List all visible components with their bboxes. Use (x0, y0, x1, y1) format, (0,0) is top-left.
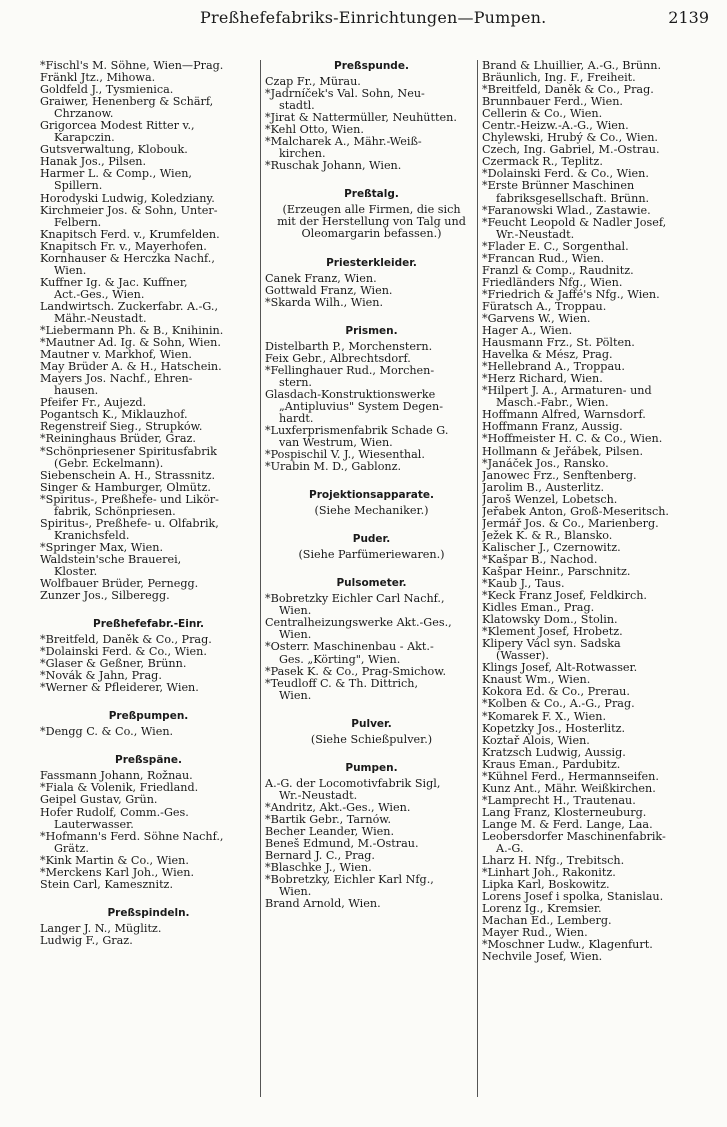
directory-entry: *Glaser & Geßner, Brünn. (40, 658, 187, 671)
directory-entry: Leobersdorfer Maschinenfabrik- (482, 831, 666, 843)
directory-entry: Pfeifer Fr., Aujezd. (40, 397, 147, 410)
directory-entry: *Feucht Leopold & Nadler Josef, (482, 216, 667, 229)
directory-entry: *Blaschke J., Wien. (265, 862, 372, 875)
directory-entry: Wolfbauer Brüder, Pernegg. (40, 578, 199, 591)
directory-entry: May Brüder A. & H., Hatschein. (40, 361, 222, 374)
directory-entry: Czermack R., Teplitz. (482, 156, 603, 169)
directory-entry: *Faranowski Wlad., Zastawie. (482, 204, 651, 217)
directory-entry: Hofer Rudolf, Comm.-Ges. (40, 806, 189, 819)
directory-entry: Wien. (279, 886, 312, 899)
directory-entry: *Breitfeld, Daněk & Co., Prag. (40, 634, 212, 647)
directory-entry: van Westrum, Wien. (279, 437, 393, 450)
directory-entry: Mayers Jos. Nachf., Ehren- (40, 373, 193, 386)
page-title: Preßhefefabriks-Einrichtungen—Pumpen. (200, 8, 547, 27)
directory-entry: Kunz Ant., Mähr. Weißkirchen. (482, 782, 656, 795)
directory-entry: *Francan Rud., Wien. (482, 252, 604, 265)
directory-entry: Kuffner Ig. & Jac. Kuffner, (40, 276, 188, 289)
directory-entry: Ježek K. & R., Blansko. (482, 529, 613, 542)
directory-entry: Chrzanow. (54, 108, 114, 121)
directory-entry: stern. (279, 376, 312, 389)
directory-entry: Wien. (279, 605, 312, 618)
directory-entry: Masch.-Fabr., Wien. (496, 397, 609, 410)
directory-entry: *Mautner Ad. Ig. & Sohn, Wien. (40, 337, 221, 350)
directory-entry: *Urabin M. D., Gablonz. (265, 461, 402, 474)
directory-entry: Czap Fr., Mürau. (265, 76, 361, 88)
directory-entry: Klipery Václ syn. Sadska (482, 638, 621, 651)
directory-entry: *Springer Max, Wien. (40, 541, 164, 554)
directory-entry: *Linhart Joh., Rakonitz. (482, 867, 616, 880)
directory-entry: Cellerin & Co., Wien. (482, 108, 603, 121)
directory-entry: Fränkl Jtz., Mihowa. (40, 72, 156, 85)
directory-entry: Grätz. (54, 842, 89, 855)
directory-entry: *Merckens Karl Joh., Wien. (40, 866, 195, 879)
section-heading: Prismen. (345, 324, 398, 337)
directory-entry: Mayer Rud., Wien. (482, 927, 588, 940)
directory-entry: *Moschner Ludw., Klagenfurt. (482, 939, 653, 952)
directory-entry: Wien. (279, 629, 312, 642)
directory-entry: Jarolim B., Austerlitz. (482, 481, 605, 494)
directory-entry: *Novák & Jahn, Prag. (40, 670, 162, 683)
directory-entry: *Jirat & Nattermüller, Neuhütten. (265, 112, 457, 125)
directory-entry: Kašpar Heinr., Parschnitz. (482, 565, 631, 578)
directory-entry: *Kehl Otto, Wien. (265, 124, 364, 137)
directory-entry: *Dolainski Ferd. & Co., Wien. (40, 646, 207, 659)
page-header (0, 8, 727, 38)
directory-entry: *Kaub J., Taus. (482, 578, 565, 591)
directory-entry: Hoffmann Alfred, Warnsdorf. (482, 409, 646, 422)
directory-entry: Lange M. & Ferd. Lange, Laa. (482, 818, 653, 831)
directory-entry: *Bobretzky, Eichler Karl Nfg., (265, 874, 434, 887)
directory-entry: Klatowsky Dom., Stolin. (482, 614, 618, 627)
directory-entry: *Garvens W., Wien. (482, 312, 591, 325)
directory-entry: Pogantsch K., Miklauzhof. (40, 409, 188, 422)
directory-entry: Beneš Edmund, M.-Ostrau. (265, 837, 419, 850)
directory-entry: Kopetzky Jos., Hosterlitz. (482, 722, 626, 735)
directory-entry: Nechvile Josef, Wien. (482, 951, 603, 964)
directory-entry: Horodyski Ludwig, Koledziany. (40, 192, 215, 205)
directory-entry: *Kink Martin & Co., Wien. (40, 854, 189, 867)
directory-entry: *Pospischil V. J., Wiesenthal. (265, 449, 425, 462)
directory-entry: Kranichsfeld. (54, 529, 130, 542)
directory-entry: *Lamprecht H., Trautenau. (482, 794, 636, 807)
directory-entry: Gottwald Franz, Wien. (265, 284, 393, 297)
directory-entry: Hollmann & Jeřábek, Pilsen. (482, 445, 644, 458)
directory-entry: Jeřabek Anton, Groß-Meseritsch. (482, 505, 669, 518)
directory-entry: Bernard J. C., Prag. (265, 850, 375, 863)
section-heading: Preßspunde. (334, 60, 409, 72)
directory-entry: *Breitfeld, Daněk & Co., Prag. (482, 84, 654, 97)
directory-entry: (Siehe Schießpulver.) (310, 733, 433, 746)
directory-entry: Kraus Eman., Pardubitz. (482, 758, 621, 771)
directory-entry: Spillern. (54, 180, 103, 193)
directory-entry: Distelbarth P., Morchenstern. (265, 340, 433, 353)
directory-entry: *Österr. Maschinenbau - Akt.- (265, 641, 434, 654)
directory-entry: *Fischl's M. Söhne, Wien—Prag. (40, 60, 224, 72)
directory-entry: Lharz H. Nfg., Trebitsch. (482, 855, 625, 868)
directory-entry: Geipel Gustav, Grün. (40, 794, 158, 807)
directory-entry: Brand & Lhuillier, A.-G., Brünn. (482, 60, 662, 72)
directory-entry: Wr.-Neustadt. (279, 789, 358, 802)
directory-entry: *Komarek F. X., Wien. (482, 710, 606, 723)
directory-entry: Spiritus-, Preßhefe- u. Ölfabrik, (40, 517, 219, 530)
directory-entry: *Dengg C. & Co., Wien. (40, 726, 174, 739)
directory-entry: A.-G. (496, 843, 524, 856)
directory-entry: Waldstein'sche Brauerei, (40, 553, 182, 566)
directory-entry: *Kašpar B., Nachod. (482, 553, 598, 566)
directory-entry: Graiwer, Henenberg & Schärf, (40, 96, 214, 109)
directory-entry: Kidles Eman., Prag. (482, 602, 595, 615)
directory-entry: Gutsverwaltung, Klobouk. (40, 144, 188, 157)
directory-entry: *Bobretzky Eichler Carl Nachf., (265, 593, 445, 606)
directory-entry: Klings Josef, Alt-Rotwasser. (482, 662, 638, 675)
directory-entry: Bräunlich, Ing. F., Freiheit. (482, 72, 636, 85)
directory-entry: Friedländers Nfg., Wien. (482, 276, 623, 289)
directory-entry: (Wasser). (496, 650, 549, 663)
directory-entry: Lauterwasser. (54, 818, 134, 831)
directory-entry: *Skarda Wilh., Wien. (265, 296, 384, 309)
directory-entry: Wr.-Neustadt. (496, 228, 575, 241)
directory-entry: Hoffmann Franz, Aussig. (482, 421, 623, 434)
directory-entry: Lang Franz, Klosterneuburg. (482, 806, 647, 819)
directory-entry: *Teudloff C. & Th. Dittrich, (265, 677, 419, 690)
directory-entry: *Ruschak Johann, Wien. (265, 160, 402, 173)
directory-entry: (Erzeugen alle Firmen, die sich (282, 204, 461, 217)
directory-entry: (Siehe Parfümeriewaren.) (298, 549, 445, 562)
directory-entry: Čanek Franz, Wien. (265, 272, 377, 285)
directory-entry: „Antipluvius" System Degen- (279, 400, 444, 413)
directory-entry: Füratsch A., Troppau. (482, 300, 607, 313)
directory-entry: *Luxferprismenfabrik Schade G. (265, 424, 449, 437)
directory-entry: Janowec Frz., Senftenberg. (482, 469, 637, 482)
directory-entry: *Andritz, Akt.-Ges., Wien. (265, 801, 411, 814)
section-heading: Pulsometer. (336, 577, 407, 590)
section-heading: Preßtalg. (344, 188, 399, 201)
directory-entry: Act.-Ges., Wien. (54, 288, 145, 301)
directory-entry: *Fiala & Volenik, Friedland. (40, 782, 199, 795)
directory-entry: Lorens Josef i spolka, Stanislau. (482, 891, 664, 904)
directory-entry: Mähr.-Neustadt. (54, 312, 147, 325)
directory-entry: Felbern. (54, 216, 102, 229)
directory-entry: *Werner & Pfleiderer, Wien. (40, 682, 199, 695)
directory-entry: fabriksgesellschaft. Brünn. (496, 192, 650, 205)
directory-entry: Kloster. (54, 565, 98, 578)
directory-entry: *Keck Franz Josef, Feldkirch. (482, 590, 647, 603)
directory-entry: Mautner v. Markhof, Wien. (40, 349, 192, 362)
directory-entry: Brand Arnold, Wien. (265, 898, 381, 911)
directory-entry: Knapitsch Fr. v., Mayerhofen. (40, 240, 207, 253)
directory-entry: *Klement Josef, Hrobetz. (482, 626, 623, 639)
directory-entry: Jaroš Wenzel, Lobetsch. (482, 493, 618, 506)
directory-entry: kirchen. (279, 148, 326, 161)
directory-entry: mit der Herstellung von Talg und (277, 216, 466, 229)
section-heading: Priesterkleider. (326, 256, 417, 269)
column-middle (260, 60, 478, 1097)
directory-entry: *Hilpert J. A., Armaturen- und (482, 385, 652, 398)
directory-entry: Kornhauser & Herczka Nachf., (40, 252, 215, 265)
directory-entry: Kirchmeier Jos. & Sohn, Unter- (40, 204, 218, 217)
directory-entry: (Gebr. Eckelmann). (54, 457, 164, 470)
directory-entry: Ges. „Körting", Wien. (279, 653, 401, 666)
directory-entry: Havelka & Mész, Prag. (482, 349, 613, 362)
directory-entry: Siebenschein A. H., Strassnitz. (40, 469, 216, 482)
section-heading: Projektionsapparate. (309, 489, 434, 502)
directory-entry: Ludwig F., Graz. (40, 934, 133, 947)
directory-entry: Zunzer Jos., Silberegg. (40, 590, 170, 603)
directory-entry: Grigorcea Modest Ritter v., (40, 120, 195, 133)
directory-entry: Centralheizungswerke Akt.-Ges., (265, 617, 452, 630)
directory-entry: Hausmann Frz., St. Pölten. (482, 337, 635, 350)
directory-entry: Jermář Jos. & Co., Marienberg. (482, 517, 659, 530)
directory-entry: Landwirtsch. Zuckerfabr. A.-G., (40, 300, 219, 313)
directory-entry: Regenstreif Sieg., Strupków. (40, 421, 203, 434)
directory-entry: Chylewski, Hrubý & Co., Wien. (482, 132, 658, 145)
directory-entry: Knapitsch Ferd. v., Krumfelden. (40, 228, 220, 241)
directory-entry: Koztař Alois, Wien. (482, 734, 590, 747)
directory-entry: *Friedrich & Jaffé's Nfg., Wien. (482, 288, 660, 301)
section-heading: Puder. (352, 533, 391, 546)
directory-entry: Brunnbauer Ferd., Wien. (482, 96, 623, 109)
directory-entry: stadtl. (279, 100, 315, 113)
directory-entry: *Dolainski Ferd. & Co., Wien. (482, 168, 649, 181)
directory-entry: Oleomargarin befassen.) (301, 228, 442, 241)
directory-entry: Karapczin. (54, 132, 115, 145)
directory-entry: A.-G. der Locomotivfabrik Sigl, (265, 777, 441, 790)
directory-entry: Feix Gebr., Albrechtsdorf. (265, 352, 411, 365)
directory-entry: Singer & Hamburger, Olmütz. (40, 481, 211, 494)
directory-entry: Machan Ed., Lemberg. (482, 915, 612, 928)
directory-entry: Wien. (54, 264, 87, 277)
directory-entry: *Fellinghauer Rud., Morchen- (265, 364, 435, 377)
directory-entry: Wien. (279, 689, 312, 702)
directory-entry: Hanak Jos., Pilsen. (40, 156, 147, 169)
directory-entry: hardt. (279, 412, 314, 425)
directory-entry: fabrik, Schönpriesen. (54, 505, 176, 518)
section-heading: Preßhefefabr.-Einr. (93, 618, 204, 631)
directory-entry: *Hellebrand A., Troppau. (482, 361, 625, 374)
directory-entry: Czech, Ing. Gabriel, M.-Ostrau. (482, 144, 660, 157)
directory-entry: *Herz Richard, Wien. (482, 373, 603, 386)
directory-entry: *Reininghaus Brüder, Graz. (40, 433, 196, 446)
directory-entry: *Jadrníček's Val. Sohn, Neu- (265, 88, 425, 101)
directory-entry: *Spiritus-, Preßhefe- und Likör- (40, 493, 219, 506)
directory-entry: *Erste Brünner Maschinen (482, 180, 635, 193)
directory-entry: Kratzsch Ludwig, Aussig. (482, 746, 626, 759)
directory-entry: *Janáček Jos., Ransko. (482, 457, 609, 470)
directory-entry: Glasdach-Konstruktionswerke (265, 388, 436, 401)
page-number: 2139 (668, 8, 709, 27)
directory-entry: *Liebermann Ph. & B., Knihinin. (40, 325, 224, 338)
directory-entry: Becher Leander, Wien. (265, 825, 395, 838)
section-heading: Preßpumpen. (108, 710, 189, 723)
directory-entry: Lipka Karl, Boskowitz. (482, 879, 610, 892)
directory-entry: *Pasek K. & Co., Prag-Smichow. (265, 665, 447, 678)
directory-entry: Kalischer J., Czernowitz. (482, 541, 621, 554)
directory-entry: Lorenz Ig., Kremsier. (482, 903, 602, 916)
directory-entry: *Kühnel Ferd., Hermannseifen. (482, 770, 659, 783)
directory-entry: Goldfeld J., Tysmienica. (40, 84, 174, 97)
directory-entry: Centr.-Heizw.-A.-G., Wien. (482, 120, 629, 133)
section-heading: Pulver. (351, 717, 392, 730)
directory-entry: Langer J. N., Müglitz. (40, 922, 162, 935)
directory-entry: *Malcharek A., Mähr.-Weiß- (265, 136, 422, 149)
directory-entry: *Kolben & Co., A.-G., Prag. (482, 698, 635, 711)
directory-entry: Knaust Wm., Wien. (482, 674, 591, 687)
directory-entry: *Flader E. C., Sorgenthal. (482, 240, 629, 253)
section-heading: Preßspindeln. (107, 906, 190, 919)
section-heading: Preßspäne. (115, 754, 182, 767)
directory-entry: Franzl & Comp., Raudnitz. (482, 264, 634, 277)
directory-entry: *Hoffmeister H. C. & Co., Wien. (482, 433, 663, 446)
directory-entry: Hager A., Wien. (482, 325, 573, 338)
directory-entry: *Bartik Gebr., Tarnów. (265, 813, 392, 826)
directory-entry: (Siehe Mechaniker.) (314, 505, 429, 518)
directory-entry: hausen. (54, 385, 99, 398)
column-left (40, 60, 257, 1097)
section-heading: Pumpen. (345, 761, 398, 774)
directory-entry: *Hofmann's Ferd. Söhne Nachf., (40, 830, 224, 843)
directory-entry: *Schönpriesener Spiritusfabrik (40, 445, 217, 458)
directory-entry: Kokora Ed. & Co., Prerau. (482, 686, 630, 699)
directory-entry: Stein Carl, Kamesznitz. (40, 878, 174, 891)
directory-entry: Fassmann Johann, Rožnau. (40, 770, 193, 783)
column-right (477, 60, 712, 1097)
directory-entry: Harmer L. & Comp., Wien, (40, 168, 192, 181)
